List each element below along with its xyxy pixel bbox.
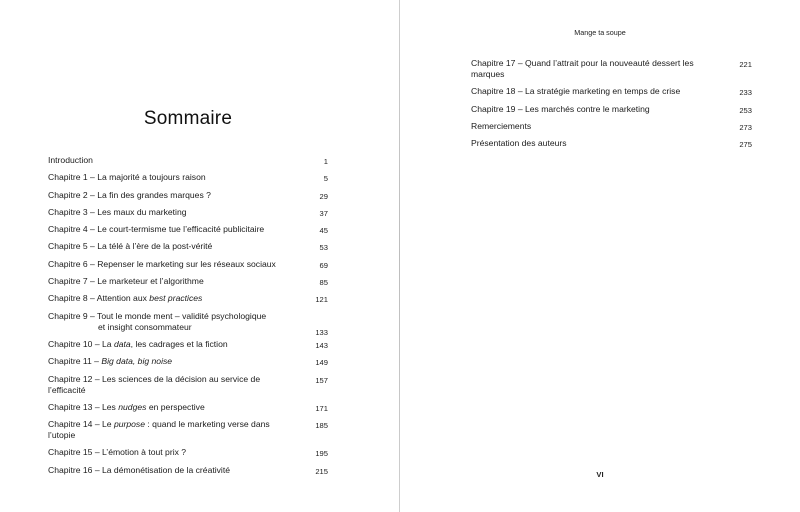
toc-entry-label: Chapitre 2 – La fin des grandes marques ?	[48, 189, 211, 200]
right-page	[400, 0, 800, 512]
toc-page-number: 171	[315, 403, 328, 413]
toc-page-number: 221	[739, 60, 752, 69]
toc-entry-remerciements	[471, 121, 752, 132]
toc-page-number: 273	[739, 122, 752, 132]
toc-entry-label: Chapitre 10 – La data, les cadrages et la fiction	[48, 338, 228, 349]
toc-page-number: 253	[739, 105, 752, 115]
toc-entry-chapter-7	[48, 276, 328, 287]
toc-entry-label: Chapitre 18 – La stratégie marketing en temps de crise	[471, 86, 681, 97]
toc-entry-chapter-5	[48, 241, 328, 252]
toc-entry-label: Chapitre 13 – Les nudges en perspective	[48, 401, 205, 412]
toc-entry-label: Chapitre 19 – Les marchés contre le marketing	[471, 103, 650, 114]
toc-page-number: 1	[323, 157, 328, 166]
toc-page-number: 85	[319, 278, 328, 288]
toc-entry-chapter-14	[48, 419, 328, 441]
toc-entry-label: Chapitre 5 – La télé à l’ère de la post-vérité	[48, 241, 213, 252]
toc-page-number: 143	[315, 340, 328, 350]
toc-entry-chapter-12	[48, 374, 328, 396]
toc-entry-chapter-16	[48, 465, 328, 476]
running-head: Mange ta soupe	[574, 28, 626, 37]
page-folio: VI	[596, 470, 604, 479]
toc-entry-label: Chapitre 15 – L’émotion à tout prix ?	[48, 447, 187, 458]
toc-entry-label: Chapitre 12 – Les sciences de la décision au service de l’efficacité	[48, 373, 261, 395]
toc-page-number: 69	[319, 260, 328, 270]
toc-entry-presentation-auteurs	[471, 138, 752, 149]
toc-entry-label: Chapitre 8 – Attention aux best practices	[48, 293, 203, 304]
toc-page-number: 215	[315, 466, 328, 476]
toc-page-number: 185	[315, 421, 328, 431]
toc-entry-chapter-19	[471, 104, 752, 115]
toc-page-number: 195	[315, 449, 328, 459]
toc-entry-chapter-17	[471, 58, 752, 80]
page-title: Sommaire	[143, 108, 233, 129]
toc-entry-label: Chapitre 17 – Quand l’attrait pour la nouveauté dessert les marques	[471, 58, 694, 79]
toc-entry-label: Chapitre 11 – Big data, big noise	[48, 356, 173, 367]
toc-page-number: 149	[315, 358, 328, 368]
toc-entry-label: Présentation des auteurs	[471, 138, 567, 149]
left-page	[0, 0, 399, 512]
toc-entry-label: Introduction	[48, 155, 93, 165]
toc-page-number: 133	[315, 327, 328, 337]
toc-entry-label: Chapitre 16 – La démonétisation de la créativité	[48, 464, 231, 475]
toc-entry-label: Chapitre 4 – Le court-termisme tue l’efficacité publicitaire	[48, 224, 265, 235]
toc-entry-label: Chapitre 14 – Le purpose : quand le marketing verse dans l’utopie	[48, 419, 270, 441]
toc-page-number: 29	[319, 191, 328, 201]
toc-entry-chapter-3	[48, 207, 328, 218]
toc-page-number: 275	[739, 140, 752, 150]
toc-list-right	[471, 58, 752, 149]
toc-page-number: 45	[319, 226, 328, 236]
toc-entry-chapter-9	[48, 310, 328, 337]
toc-entry-chapter-10	[48, 339, 328, 350]
toc-entry-introduction	[48, 155, 328, 166]
toc-entry-chapter-15	[48, 447, 328, 458]
toc-entry-chapter-13	[48, 402, 328, 413]
toc-page-number: 233	[739, 88, 752, 98]
toc-entry-chapter-4	[48, 224, 328, 235]
toc-entry-label: Chapitre 1 – La majorité a toujours raison	[48, 172, 206, 183]
toc-entry-label: Chapitre 9 – Tout le monde ment – validité psychologique	[48, 310, 267, 321]
toc-entry-chapter-1	[48, 172, 328, 183]
toc-entry-chapter-2	[48, 190, 328, 201]
toc-entry-chapter-18	[471, 86, 752, 97]
toc-entry-label: Chapitre 3 – Les maux du marketing	[48, 206, 187, 217]
toc-page-number: 53	[319, 243, 328, 253]
toc-page-number: 121	[315, 295, 328, 305]
toc-entry-chapter-8	[48, 293, 328, 304]
toc-page-number: 157	[315, 375, 328, 385]
toc-entry-label-continued: et insight consommateur	[98, 321, 192, 332]
toc-entry-chapter-6	[48, 259, 328, 270]
toc-list-left	[48, 155, 328, 476]
toc-entry-label: Chapitre 6 – Repenser le marketing sur les réseaux sociaux	[48, 258, 276, 269]
toc-entry-label: Chapitre 7 – Le marketeur et l’algorithme	[48, 276, 204, 287]
toc-entry-label: Remerciements	[471, 120, 532, 131]
toc-page-number: 5	[323, 174, 328, 184]
toc-entry-chapter-11	[48, 356, 328, 367]
toc-page-number: 37	[319, 208, 328, 218]
